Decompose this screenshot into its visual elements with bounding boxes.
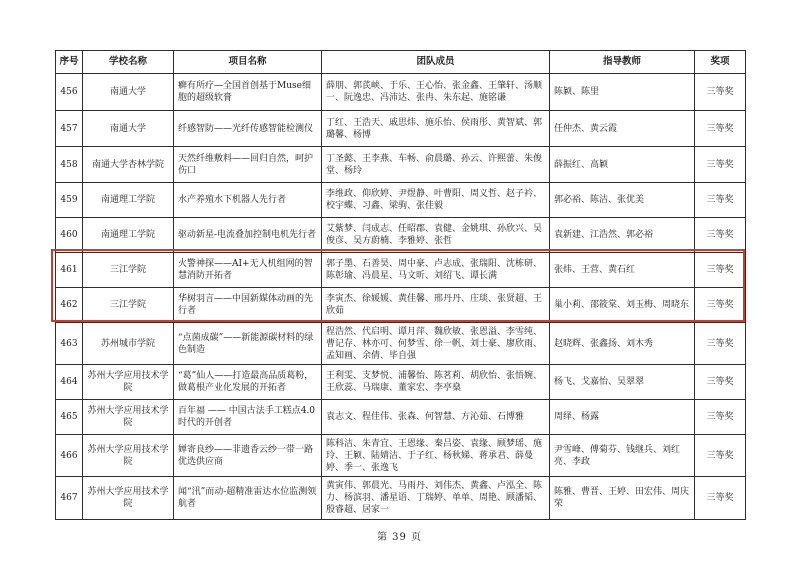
cell-school: 南通理工学院 <box>83 218 174 253</box>
cell-project: 癣有所疗—全国首创基于Muse细胞的超级软膏 <box>174 74 322 111</box>
cell-advisors: 陈雅、曹晋、王婷、田宏伟、周庆荣 <box>550 477 695 520</box>
cell-serial: 467 <box>56 477 83 520</box>
table-row <box>56 111 746 147</box>
cell-project: 百年福 —— 中国古法手工糕点4.0时代的开创者 <box>174 400 322 435</box>
cell-serial: 461 <box>56 253 83 288</box>
cell-school: 南通大学 <box>83 111 174 147</box>
cell-project: “点菌成碳”——新能源碳材料的绿色制造 <box>174 323 322 365</box>
awards-table <box>55 50 746 520</box>
cell-project: 水产养殖水下机器人先行者 <box>174 183 322 218</box>
cell-serial: 459 <box>56 183 83 218</box>
cell-award: 三等奖 <box>695 400 746 435</box>
cell-serial: 460 <box>56 218 83 253</box>
table-row <box>56 74 746 111</box>
cell-project: 闻“汛”而动-超精准雷达水位监测领航者 <box>174 477 322 520</box>
cell-school: 南通大学 <box>83 74 174 111</box>
cell-school: 三江学院 <box>83 288 174 323</box>
table-row <box>56 147 746 183</box>
cell-team: 黄寅伟、郭晨光、马雨丹、刘伟杰、黄鑫、卢泓全、陈力、杨滨羽、潘星语、丁瑞婷、单单、周艳、顾潘韬、殷睿超、居家一 <box>322 477 550 520</box>
table-row <box>56 218 746 253</box>
cell-award: 三等奖 <box>695 111 746 147</box>
cell-award: 三等奖 <box>695 183 746 218</box>
cell-team: 丁圣懿、王李燕、车畅、俞晨璐、孙云、许熙蕾、朱俊堂、杨玲 <box>322 147 550 183</box>
header-team: 团队成员 <box>322 51 550 74</box>
table-row <box>56 365 746 400</box>
cell-project: “葛”仙人——打造最高品质葛粉，做葛根产业化发展的开拓者 <box>174 365 322 400</box>
cell-school: 苏州大学应用技术学院 <box>83 435 174 477</box>
header-project: 项目名称 <box>174 51 322 74</box>
cell-team: 程浩然、代启明、谭月萍、魏欣敏、张恩溢、李雪纯、曹记存、林亦可、何梦雪、徐一帆、刘士豪、廖欣雨、孟知画、余倩、毕自强 <box>322 323 550 365</box>
table-row <box>56 477 746 520</box>
cell-school: 南通理工学院 <box>83 183 174 218</box>
cell-project: 婵寄良纱——非遗香云纱一带一路优选供应商 <box>174 435 322 477</box>
cell-project: 火警神探——AI+无人机组网的智慧消防开拓者 <box>174 253 322 288</box>
cell-project: 天然纤维敷料——回归自然，呵护伤口 <box>174 147 322 183</box>
table-header-row <box>56 51 746 74</box>
cell-serial: 462 <box>56 288 83 323</box>
cell-award: 三等奖 <box>695 288 746 323</box>
cell-project: 驱动新星-电流叠加控制电机先行者 <box>174 218 322 253</box>
cell-school: 苏州大学应用技术学院 <box>83 365 174 400</box>
cell-advisors: 任仲杰、黄云霞 <box>550 111 695 147</box>
cell-school: 苏州大学应用技术学院 <box>83 477 174 520</box>
cell-team: 陈科洁、朱青宜、王恩缘、秦吕姿、袁缘、顾梦瑶、施玲、王颖、陆婧洁、于子红、杨秋娣、蒋承君、薛曼婷、季一、张逸飞 <box>322 435 550 477</box>
header-award: 奖项 <box>695 51 746 74</box>
cell-serial: 463 <box>56 323 83 365</box>
cell-award: 三等奖 <box>695 323 746 365</box>
cell-school: 三江学院 <box>83 253 174 288</box>
cell-award: 三等奖 <box>695 365 746 400</box>
cell-serial: 464 <box>56 365 83 400</box>
header-serial: 序号 <box>56 51 83 74</box>
cell-award: 三等奖 <box>695 435 746 477</box>
cell-project: 华树羽言——中国新媒体动画的先行者 <box>174 288 322 323</box>
cell-serial: 466 <box>56 435 83 477</box>
cell-serial: 465 <box>56 400 83 435</box>
cell-school: 苏州城市学院 <box>83 323 174 365</box>
cell-advisors: 郭必裕、陈洁、张优美 <box>550 183 695 218</box>
table-row-highlighted <box>56 288 746 323</box>
cell-project: 纤感智防——光纤传感智能检测仪 <box>174 111 322 147</box>
cell-advisors: 张炜、王营、黄石红 <box>550 253 695 288</box>
page-footer: 第 39 页 <box>376 532 423 543</box>
cell-serial: 457 <box>56 111 83 147</box>
cell-school: 苏州大学应用技术学院 <box>83 400 174 435</box>
awards-table-container <box>55 50 746 520</box>
header-school: 学校名称 <box>83 51 174 74</box>
table-row-highlighted <box>56 253 746 288</box>
cell-advisors: 陈颖、陈里 <box>550 74 695 111</box>
cell-advisors: 杨飞、戈嘉怡、吴翠翠 <box>550 365 695 400</box>
cell-award: 三等奖 <box>695 218 746 253</box>
cell-serial: 458 <box>56 147 83 183</box>
cell-advisors: 薛振红、高颖 <box>550 147 695 183</box>
cell-award: 三等奖 <box>695 147 746 183</box>
cell-award: 三等奖 <box>695 253 746 288</box>
cell-team: 袁志文、程佳伟、张森、何智慧、方沁茹、石博雅 <box>322 400 550 435</box>
cell-team: 李寅杰、徐媛媛、黄佳馨、邢丹丹、庄琰、张贤超、王欣茹 <box>322 288 550 323</box>
cell-award: 三等奖 <box>695 74 746 111</box>
table-row <box>56 435 746 477</box>
table-row <box>56 323 746 365</box>
cell-advisors: 巢小莉、邵筱棠、刘玉梅、周晓东 <box>550 288 695 323</box>
cell-advisors: 周绎、杨露 <box>550 400 695 435</box>
table-row <box>56 183 746 218</box>
cell-serial: 456 <box>56 74 83 111</box>
cell-team: 丁红、王浩天、戚思炜、施乐怡、侯雨彤、黄智斌、郭璐馨、杨博 <box>322 111 550 147</box>
cell-team: 王利雯、支梦悦、浦馨怡、陈茗莉、胡欣怡、张悟婉、王欣蕊、马瑞康、董家宏、李亭燊 <box>322 365 550 400</box>
header-advisors: 指导教师 <box>550 51 695 74</box>
cell-team: 郭子墨、石善昊、周中豪、卢志成、张瑞阳、沈栋研、陈彰瑜、冯晨星、马文昕、刘绍飞、谭长满 <box>322 253 550 288</box>
cell-team: 艾紫梦、闫成志、任昭郡、袁健、金姚琪、孙欣兴、吴俊彦、吴方蔚楠、李雅婷、张哲 <box>322 218 550 253</box>
cell-award: 三等奖 <box>695 477 746 520</box>
cell-advisors: 赵晓辉、张鑫扬、刘木秀 <box>550 323 695 365</box>
cell-advisors: 尹雪峰、傅菊芬、钱继兵、刘红亮、李政 <box>550 435 695 477</box>
cell-team: 薛朋、郭芪峡、于乐、王心怡、张金鑫、王肇轩、汤顺一、阮逸忠、冯沛达、张冉、朱东起、施铭谦 <box>322 74 550 111</box>
cell-school: 南通大学杏林学院 <box>83 147 174 183</box>
table-row <box>56 400 746 435</box>
cell-advisors: 袁新建、江浩然、郭必裕 <box>550 218 695 253</box>
cell-team: 李维政、仰欣婷、尹煜静、叶曹阳、周义哲、赵子衿、校宇蝶、习鑫、梁驹、张佳毅 <box>322 183 550 218</box>
